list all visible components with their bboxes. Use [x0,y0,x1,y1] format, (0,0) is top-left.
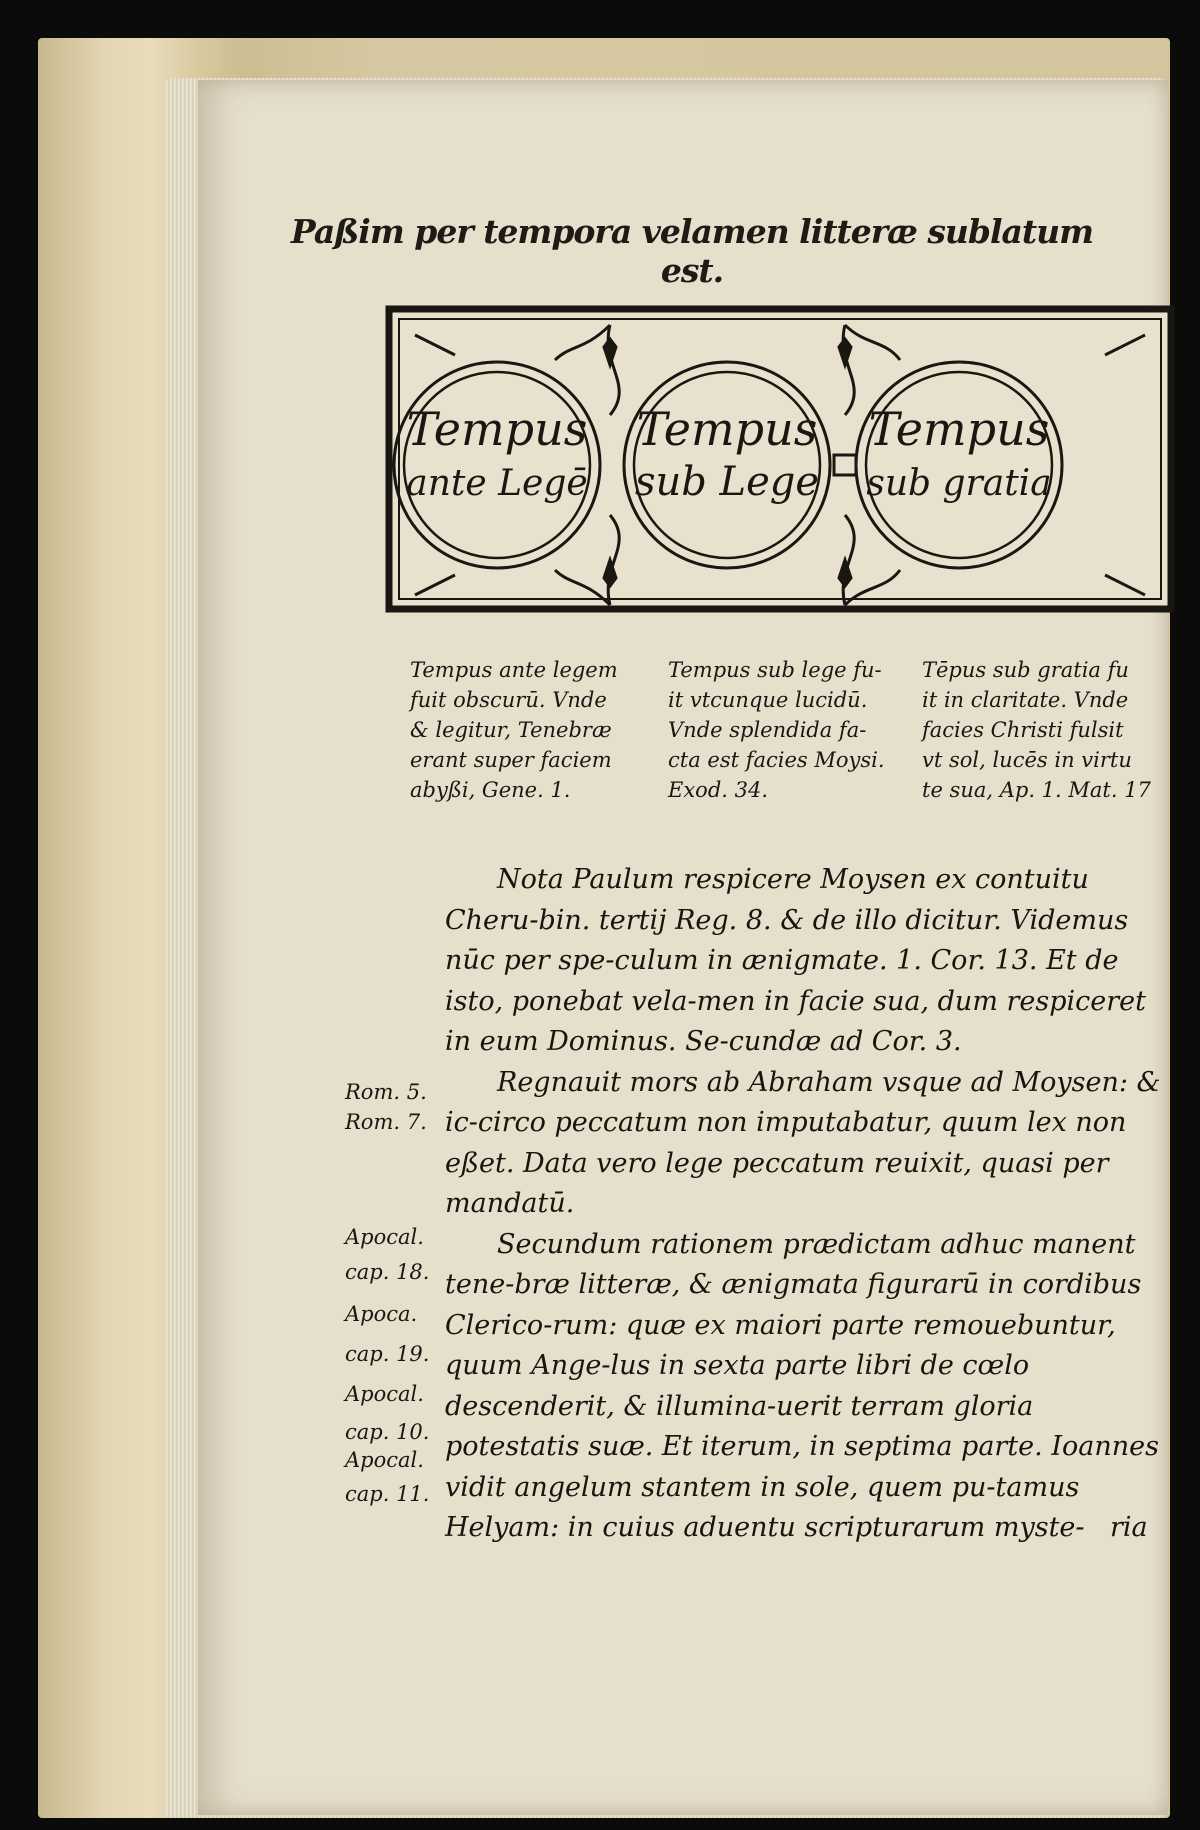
woodcut-illustration [385,305,1175,620]
margin-note: Rom. 7. [345,1110,427,1134]
caption-sub-gratia: Tēpus sub gratia fu it in claritate. Vnde facies Christi fulsit vt sol, lucēs in virtu te sua, Ap. 1. Mat. 17 [922,658,1151,802]
margin-note: cap. 19. [345,1342,430,1366]
main-text [445,860,1175,1549]
caption-ante-legem: Tempus ante legem fuit obscurū. Vnde & legitur, Tenebræ erant super faciem abyßi, Gene. 1. [410,658,618,802]
paragraph-regnauit-mors: Regnauit mors ab Abraham vsque ad Moysen: & ic-circo peccatum non imputabatur, quum lex non eßet. Data vero lege peccatum reuixit, quasi per mandatū. [445,1066,1161,1219]
catchword: ria [1110,1512,1148,1543]
circle-1-line2: ante Legē [406,463,588,504]
caption-sub-lege: Tempus sub lege fu- it vtcunque lucidū. Vnde splendida fa- cta est facies Moysi. Exod. 34. [668,658,885,802]
running-head: Paßim per tempora velamen litteræ sublatum est. [290,212,1094,290]
margin-note: Apocal. [345,1382,424,1406]
margin-note: cap. 10. [345,1420,430,1444]
circle-1-line1: Tempus [406,402,588,456]
margin-note: Apoca. [345,1302,418,1326]
paragraph-nota-paulum: Nota Paulum respicere Moysen ex contuitu Cheru-bin. tertij Reg. 8. & de illo dicitur. Videmus nūc per spe-culum in ænigmate. 1. Cor. 13. Et de isto, ponebat vela-men in facie sua, dum respiceret in eum Dominus. Se-cundæ ad Cor. 3. [445,864,1146,1057]
circle-3-line1: Tempus [868,402,1050,456]
paragraph-secundum-rationem: Secundum rationem prædictam adhuc manent tene-bræ litteræ, & ænigmata figurarū in cordibus Clerico-rum: quæ ex maiori parte remouebuntur, quum Ange-lus in sexta parte libri de cœlo descenderit, & illumina-uerit terram gloria potestatis suæ. Et iterum, in septima parte. Ioannes vidit angelum stantem in sole, quem pu-tamus Helyam: in cuius aduentu scripturarum myste- [445,1228,1159,1543]
margin-note: Apocal. [345,1448,424,1472]
margin-note: Apocal. [345,1225,424,1249]
margin-note: cap. 18. [345,1260,430,1284]
margin-note: Rom. 5. [345,1080,427,1104]
circle-2-line2: sub Lege [634,459,820,505]
circle-2-line1: Tempus [636,402,818,456]
margin-note: cap. 11. [345,1482,430,1506]
circle-3-line2: sub gratia [866,463,1052,504]
